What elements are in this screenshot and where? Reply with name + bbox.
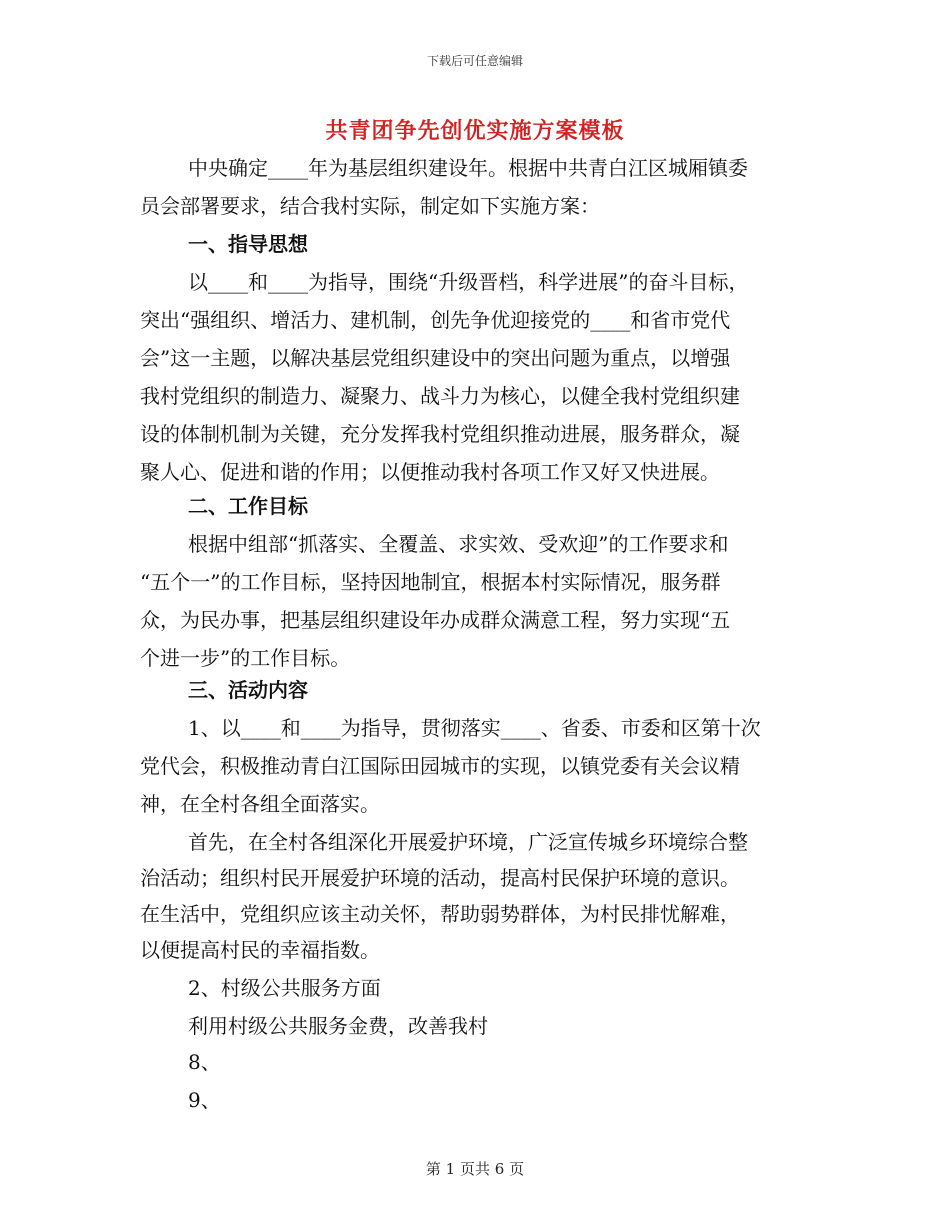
paragraph-line: 神，在全村各组全面落实。 [140,792,380,816]
list-item: 2、村级公共服务方面 [188,976,381,1000]
section-heading: 二、工作目标 [188,494,308,518]
paragraph-line: 1、以____和____为指导，贯彻落实____、省委、市委和区第十次 [188,716,761,740]
section-heading: 一、指导思想 [188,232,308,256]
section-heading: 三、活动内容 [188,678,308,702]
paragraph-line: 中央确定____年为基层组织建设年。根据中共青白江区城厢镇委 [188,156,748,180]
paragraph-line: 突出“强组织、增活力、建机制，创先争优迎接党的____和省市党代 [140,308,731,332]
paragraph-line: 聚人心、促进和谐的作用；以便推动我村各项工作又好又快进展。 [140,460,720,484]
paragraph-line: 以____和____为指导，围绕“升级晋档，科学进展”的奋斗目标， [188,270,749,294]
paragraph-line: 以便提高村民的幸福指数。 [140,938,380,962]
header-note: 下载后可任意编辑 [426,54,523,68]
paragraph-line: 党代会，积极推动青白江国际田园城市的实现，以镇党委有关会议精 [140,754,740,778]
paragraph-line: 治活动；组织村民开展爱护环境的活动，提高村民保护环境的意识。 [140,866,740,890]
paragraph-line: 个进一步”的工作目标。 [140,646,351,670]
paragraph-line: 众，为民办事，把基层组织建设年办成群众满意工程，努力实现“五 [140,608,731,632]
page-footer: 第 1 页共 6 页 [425,1160,525,1178]
paragraph-line: 员会部署要求，结合我村实际，制定如下实施方案： [140,194,600,218]
list-item: 8、 [188,1050,221,1074]
paragraph-line: 利用村级公共服务金费，改善我村 [188,1014,488,1038]
paragraph-line: 设的体制机制为关键，充分发挥我村党组织推动进展，服务群众，凝 [140,422,740,446]
paragraph-line: 根据中组部“抓落实、全覆盖、求实效、受欢迎”的工作要求和 [188,532,729,556]
paragraph-line: 会”这一主题，以解决基层党组织建设中的突出问题为重点，以增强 [140,346,731,370]
paragraph-line: 首先，在全村各组深化开展爱护环境，广泛宣传城乡环境综合整 [188,830,748,854]
paragraph-line: “五个一”的工作目标，坚持因地制宜，根据本村实际情况，服务群 [140,570,721,594]
paragraph-line: 我村党组织的制造力、凝聚力、战斗力为核心，以健全我村党组织建 [140,384,740,408]
paragraph-line: 在生活中，党组织应该主动关怀，帮助弱势群体，为村民排忧解难， [140,902,740,926]
document-title: 共青团争先创优实施方案模板 [325,118,625,144]
list-item: 9、 [188,1088,221,1112]
